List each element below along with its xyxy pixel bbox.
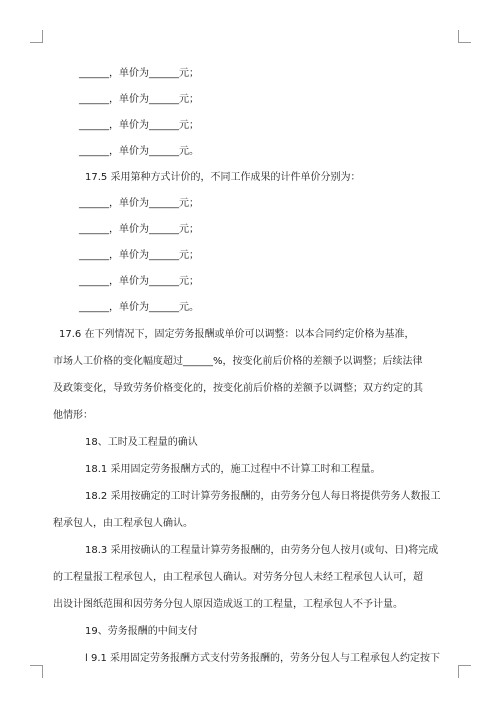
price-line: ______，单价为______元； bbox=[79, 276, 199, 287]
section-19-1: l 9.1 采用固定劳务报酬方式支付劳务报酬的，劳务分包人与工程承包人约定按下 bbox=[85, 653, 441, 664]
section-17-6-line2: 市场人工价格的变化幅度超过______%，按变化前后价格的差额予以调整；后续法律 bbox=[53, 356, 423, 367]
price-line: ______，单价为______元； bbox=[79, 120, 199, 131]
section-17-5: 17.5 采用第种方式计价的，不同工作成果的计件单价分别为： bbox=[85, 172, 361, 183]
crop-mark-top-left bbox=[30, 30, 43, 43]
section-17-6-line1: 17.6 在下列情况下，固定劳务报酬或单价可以调整：以本合同约定价格为基准， bbox=[59, 329, 415, 340]
price-line: ______，单价为______元； bbox=[79, 250, 199, 261]
heading-18: 18、工时及工程量的确认 bbox=[85, 437, 198, 448]
crop-mark-bottom-left bbox=[30, 665, 43, 678]
section-17-6-line4: 他情形： bbox=[53, 410, 93, 421]
section-18-1: 18.1 采用固定劳务报酬方式的，施工过程中不计算工时和工程量。 bbox=[85, 464, 381, 475]
section-18-2 bbox=[53, 489, 439, 531]
price-list-b bbox=[79, 196, 439, 315]
section-18-3-line2: 的工程量报工程承包人，由工程承包人确认。对劳务分包人未经工程承包人认可，超 bbox=[53, 572, 423, 583]
section-18-3-line1: 18.3 采用按确认的工程量计算劳务报酬的，由劳务分包人按月(或旬、日)将完成 bbox=[85, 545, 439, 556]
section-18-3-line3: 出设计图纸范围和因劳务分包人原因造成返工的工程量，工程承包人不予计量。 bbox=[53, 599, 403, 610]
section-17-6 bbox=[59, 327, 439, 342]
price-line: ______，单价为______元； bbox=[79, 68, 199, 79]
section-18-3 bbox=[53, 543, 439, 612]
crop-mark-bottom-right bbox=[458, 665, 471, 678]
heading-19: 19、劳务报酬的中间支付 bbox=[85, 626, 198, 637]
section-18-2-line2: 程承包人，由工程承包人确认。 bbox=[53, 518, 193, 529]
price-line: ______，单价为______元； bbox=[79, 224, 199, 235]
price-list-a bbox=[79, 66, 439, 159]
section-18-2-line1: 18.2 采用按确定的工时计算劳务报酬的，由劳务分包人每日将提供劳务人数报工 bbox=[85, 491, 441, 502]
price-line-last: ______，单价为______元。 bbox=[79, 146, 199, 157]
crop-mark-top-right bbox=[458, 30, 471, 43]
price-line: ______，单价为______元； bbox=[79, 198, 199, 209]
document-body bbox=[53, 66, 441, 666]
price-line: ______，单价为______元； bbox=[79, 94, 199, 105]
section-17-6-line3: 及政策变化，导致劳务价格变化的，按变化前后价格的差额予以调整；双方约定的其 bbox=[53, 383, 423, 394]
price-line-last: ______，单价为______元。 bbox=[79, 302, 199, 313]
